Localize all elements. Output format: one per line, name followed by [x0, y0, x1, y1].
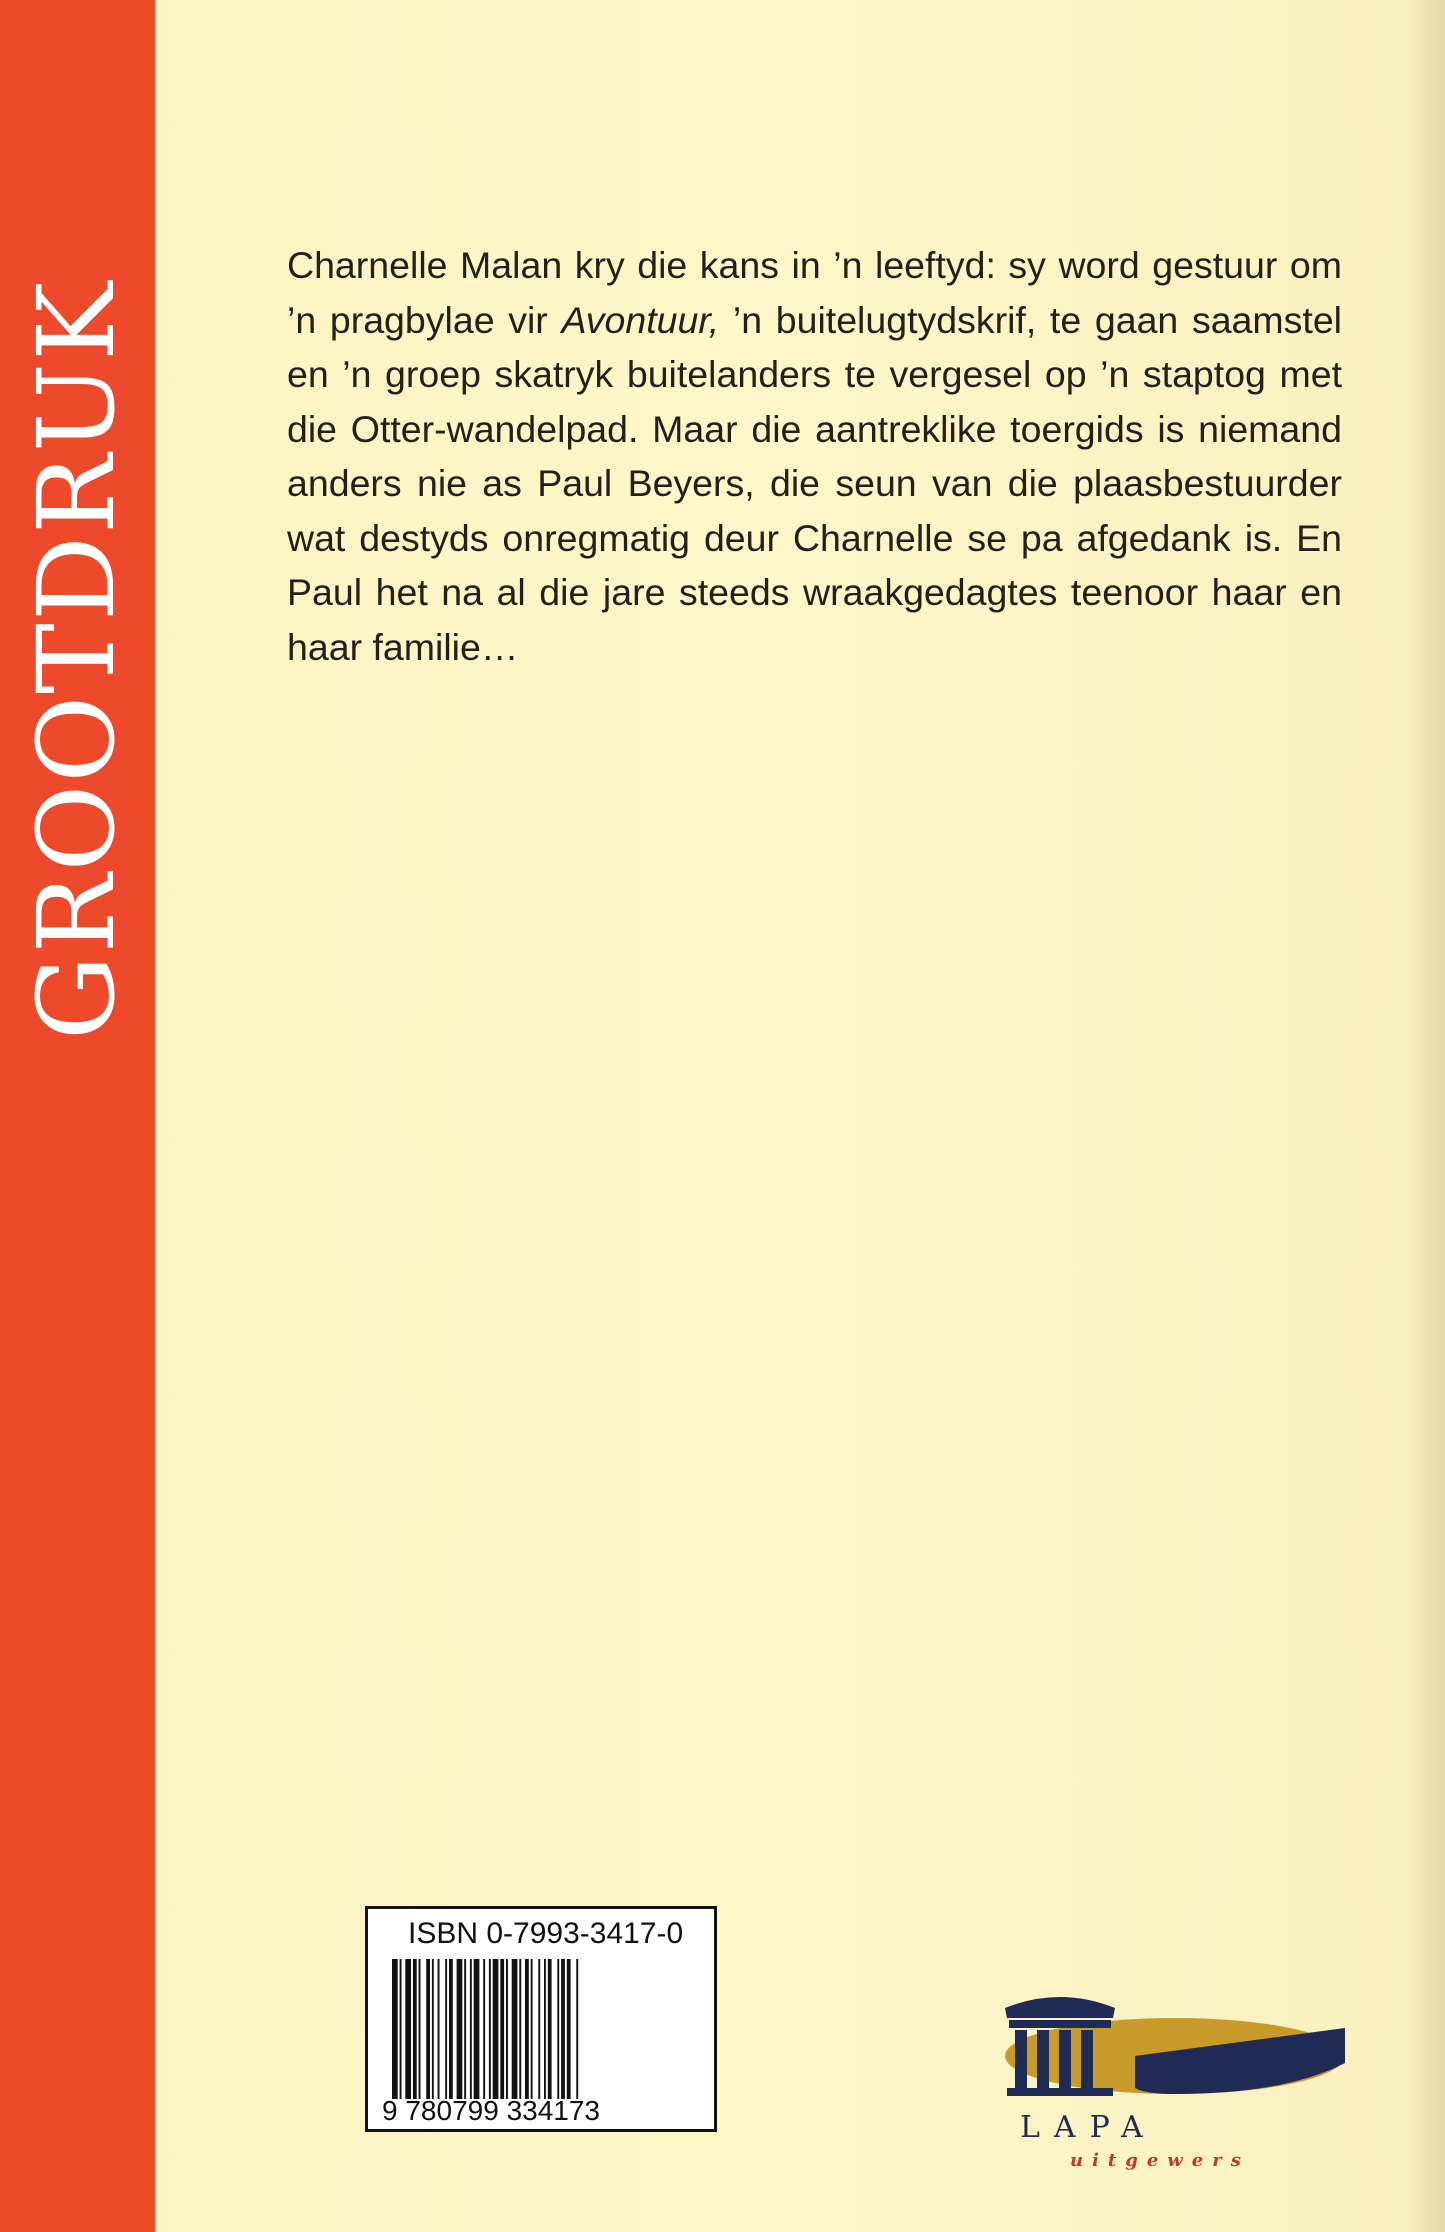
- barcode-bar: [392, 1959, 398, 2099]
- grootdruk-title: GROOTDRUK: [15, 279, 138, 1041]
- barcode-bar: [449, 1959, 453, 2099]
- logo-pediment: [1005, 1997, 1115, 2018]
- barcode-bar: [445, 1959, 447, 2099]
- book-blurb: [287, 238, 1342, 674]
- barcode-bar: [525, 1959, 529, 2099]
- spine-edge-shadow: [1405, 0, 1445, 2232]
- logo-entablature: [1009, 2020, 1111, 2028]
- barcode-bar: [519, 1959, 521, 2099]
- barcode-bar: [489, 1959, 491, 2099]
- isbn-number: ISBN 0-7993-3417-0: [408, 1917, 684, 1950]
- barcode-bar: [493, 1959, 499, 2099]
- barcode-bar: [576, 1959, 578, 2099]
- barcode-bar: [538, 1959, 540, 2099]
- barcode-bar: [557, 1959, 559, 2099]
- barcode-bar: [464, 1959, 466, 2099]
- barcode-bar: [413, 1959, 417, 2099]
- logo-base: [1007, 2088, 1113, 2096]
- barcode-bar: [506, 1959, 508, 2099]
- blurb-part-2: ’n buitelugtydskrif, te gaan saamstel en ’n groep skatryk buitelanders te vergesel op ’n staptog met die Otter-wandelpad. Maar die aantreklike toergids is niemand anders nie as Paul Beyers, die seun van die plaasbestuurder wat destyds onregmatig deur Charnelle se pa afgedank is. En Paul het na al die jare steeds wraakgedagtes teenoor haar en haar familie…: [287, 298, 1343, 668]
- spine-band: [0, 0, 155, 2232]
- barcode-bar: [544, 1959, 546, 2099]
- barcode-digits: 9 780799 334173: [382, 2095, 600, 2126]
- lapa-logo-icon: [985, 1968, 1345, 2118]
- logo-column: [1059, 2030, 1071, 2088]
- blurb-italic-title: Avontuur,: [561, 298, 720, 341]
- publisher-name: LAPA: [1020, 2110, 1157, 2145]
- barcode-bar: [405, 1959, 411, 2099]
- barcode-bar: [561, 1959, 565, 2099]
- barcode-bar: [500, 1959, 504, 2099]
- barcode-bar: [400, 1959, 402, 2099]
- barcode-bar: [470, 1959, 472, 2099]
- isbn-barcode-box: [365, 1906, 717, 2132]
- barcode-bar: [432, 1959, 434, 2099]
- barcode-bar: [419, 1959, 421, 2099]
- barcode-bar: [567, 1959, 571, 2099]
- barcode-bar: [483, 1959, 485, 2099]
- barcode-bar: [457, 1959, 463, 2099]
- barcode-bar: [438, 1959, 440, 2099]
- logo-column: [1081, 2030, 1093, 2088]
- barcode-bar: [512, 1959, 518, 2099]
- barcode-bars: [392, 1959, 692, 2099]
- barcode-bar: [426, 1959, 430, 2099]
- blurb-part-1: Charnelle Malan kry die kans in ’n leeftyd: sy word gestuur om ’n pragbylae vir: [287, 244, 1342, 341]
- barcode-bar: [548, 1959, 552, 2099]
- barcode-bar: [531, 1959, 533, 2099]
- logo-column: [1015, 2030, 1027, 2088]
- publisher-subtitle: uitgewers: [1070, 2150, 1250, 2171]
- barcode-bar: [474, 1959, 480, 2099]
- logo-column: [1037, 2030, 1049, 2088]
